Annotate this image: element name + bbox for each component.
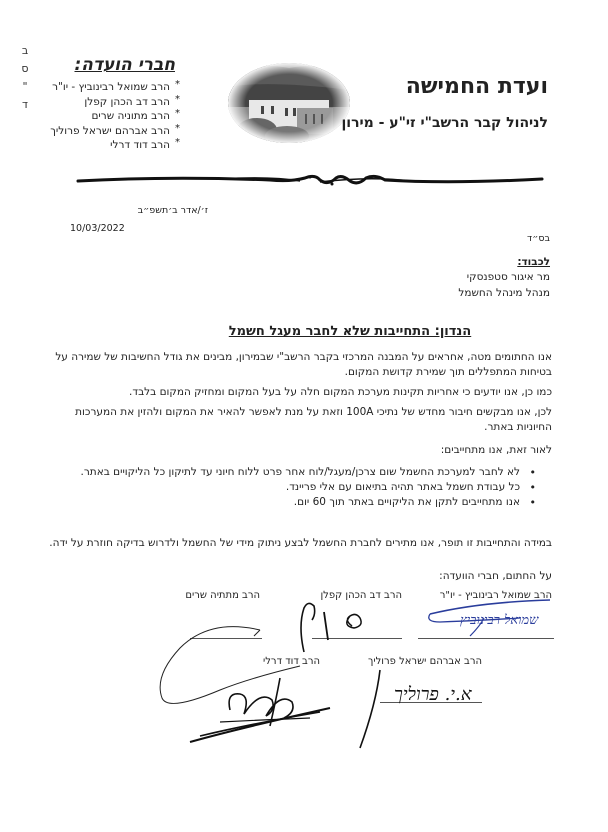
committee-title: חברי הועדה: [74, 55, 175, 75]
body-paragraph: כמו כן, אנו יודעים כי אחריות תקינות מערכת המקום חלה על בעל המקום ומחזיק המקום בלבד. [129, 386, 552, 398]
commitment-item: • לא לחבר למערכת החשמל שום צרכן/מעגל/לוח אחר פרט ללוח חיוני עד לתיקון כל הליקויים באתר. [40, 465, 536, 480]
body-paragraph: לכן, אנו מבקשים חיבור מחדש של נתיכי 100A וזאת על מנת לאפשר להאיר את המקום ולהזין את המערכות החיוניות באתר. [75, 406, 552, 433]
signatory-name: הרב אברהם ישראל פרוליך [367, 656, 482, 667]
margin-mark-char: ס [21, 62, 29, 75]
body-paragraph: אנו החתומים מטה, אחראים על המבנה המרכזי בקבר הרשב"י שבמירון, מבינים את גודל החשיבות של שמירה על בטיחות המתפללים תוך שמירת קדושת המקום. [55, 351, 552, 378]
signatory-name: הרב דב הכהן קפלן [320, 590, 402, 601]
signature-frolich-graphic [340, 664, 480, 754]
svg-text:שמואל רבינוביץ: שמואל רבינוביץ [460, 613, 539, 628]
ornamental-divider [70, 172, 550, 190]
margin-mark-char: " [22, 80, 28, 93]
signature-darli-graphic [180, 670, 350, 750]
committee-member: * הרב אברהם ישראל פרוליך [30, 124, 180, 139]
svg-text:א.י. פרוליך: א.י. פרוליך [394, 684, 472, 705]
closing-paragraph: במידה והתחייבות זו תופר, אנו מתירים לחברת החשמל לבצע ניתוק מידי של החשמל ולדרוש בדיקה חוזרת על ידה. [49, 537, 552, 549]
committee-member: * הרב דב הכהן קפלן [30, 95, 180, 110]
addressee-title: מנהל מינהל החשמל [458, 287, 550, 299]
signatory-name: הרב דוד דרלי [263, 656, 320, 667]
organization-name: ועדת החמישה [405, 74, 548, 99]
addressee-label: לכבוד: [517, 256, 550, 268]
sign-off: על החתום, חברי הוועדה: [439, 570, 552, 582]
commitments-list [40, 465, 536, 510]
signatory-name: הרב מתתיה שרים [185, 590, 260, 601]
building-landscape-image [227, 62, 351, 144]
addressee-name: מר איגור סטפנסקי [466, 271, 550, 283]
committee-member: * הרב דוד דרלי [30, 138, 180, 153]
committee-member: * הרב מתוניה שרים [30, 109, 180, 124]
body-paragraph: לאור זאת, אנו מתחייבים: [440, 444, 552, 456]
hebrew-date: ז׳/אדר ב׳תשפ״ב [137, 205, 208, 216]
signatory-name: הרב שמואל רבינוביץ - יו"ר [439, 590, 552, 601]
margin-mark-char: ד [21, 98, 28, 111]
gregorian-date: 10/03/2022 [70, 223, 125, 234]
signature-rabinovitch-graphic [400, 596, 570, 646]
margin-mark-char: ב [21, 44, 29, 57]
organization-subtitle: לניהול קבר הרשב"י זי"ע - מירון [341, 115, 548, 131]
committee-member: * הרב שמואל רבינוביץ - יו"ר [30, 80, 180, 95]
bsd-header: בס״ד [527, 233, 550, 244]
letter-subject: הנדון: התחייבות שלא לחבר מעגל חשמל [228, 324, 472, 339]
commitment-item: • אנו מתחייבים לתקן את הליקויים באתר תוך 60 יום. [40, 495, 536, 510]
commitment-item: • כל עבודת חשמל באתר תהיה בתיאום עם אלי פריינד. [40, 480, 536, 495]
committee-members-list [30, 80, 180, 153]
